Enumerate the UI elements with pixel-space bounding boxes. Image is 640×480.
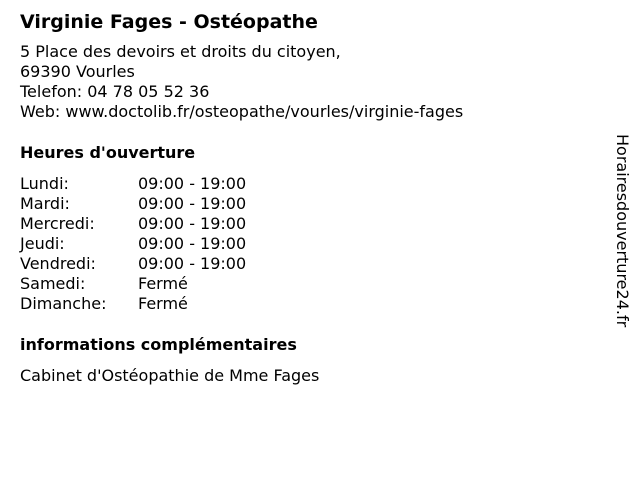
hours-row [20,194,600,214]
hours-row [20,214,600,234]
hours-row [20,254,600,274]
additional-info-text: Cabinet d'Ostéopathie de Mme Fages [20,366,320,385]
hours-time: 09:00 - 19:00 [138,254,247,273]
hours-time: Fermé [138,274,188,293]
web-line: Web: www.doctolib.fr/osteopathe/vourles/virginie-fages [20,102,464,121]
hours-time: 09:00 - 19:00 [138,234,247,253]
opening-hours-table [20,174,600,314]
hours-row [20,294,600,314]
hours-time: 09:00 - 19:00 [138,174,247,193]
phone-line: Telefon: 04 78 05 52 36 [20,82,210,101]
hours-row [20,174,600,194]
hours-time: 09:00 - 19:00 [138,194,247,213]
hours-row [20,274,600,294]
address-line-2: 69390 Vourles [20,62,135,81]
hours-day: Samedi: [20,274,86,293]
hours-day: Vendredi: [20,254,96,273]
hours-day: Jeudi: [20,234,65,253]
business-card [20,10,600,386]
hours-day: Dimanche: [20,294,107,313]
hours-time: 09:00 - 19:00 [138,214,247,233]
additional-info-heading: informations complémentaires [20,335,297,354]
contact-block [20,42,600,122]
opening-hours-heading: Heures d'ouverture [20,143,196,162]
hours-row [20,234,600,254]
hours-day: Mardi: [20,194,70,213]
hours-day: Lundi: [20,174,69,193]
hours-time: Fermé [138,294,188,313]
hours-day: Mercredi: [20,214,95,233]
address-line-1: 5 Place des devoirs et droits du citoyen, [20,42,341,61]
site-watermark: Horairesdouverture24.fr [613,134,632,328]
business-name: Virginie Fages - Ostéopathe [20,11,318,33]
